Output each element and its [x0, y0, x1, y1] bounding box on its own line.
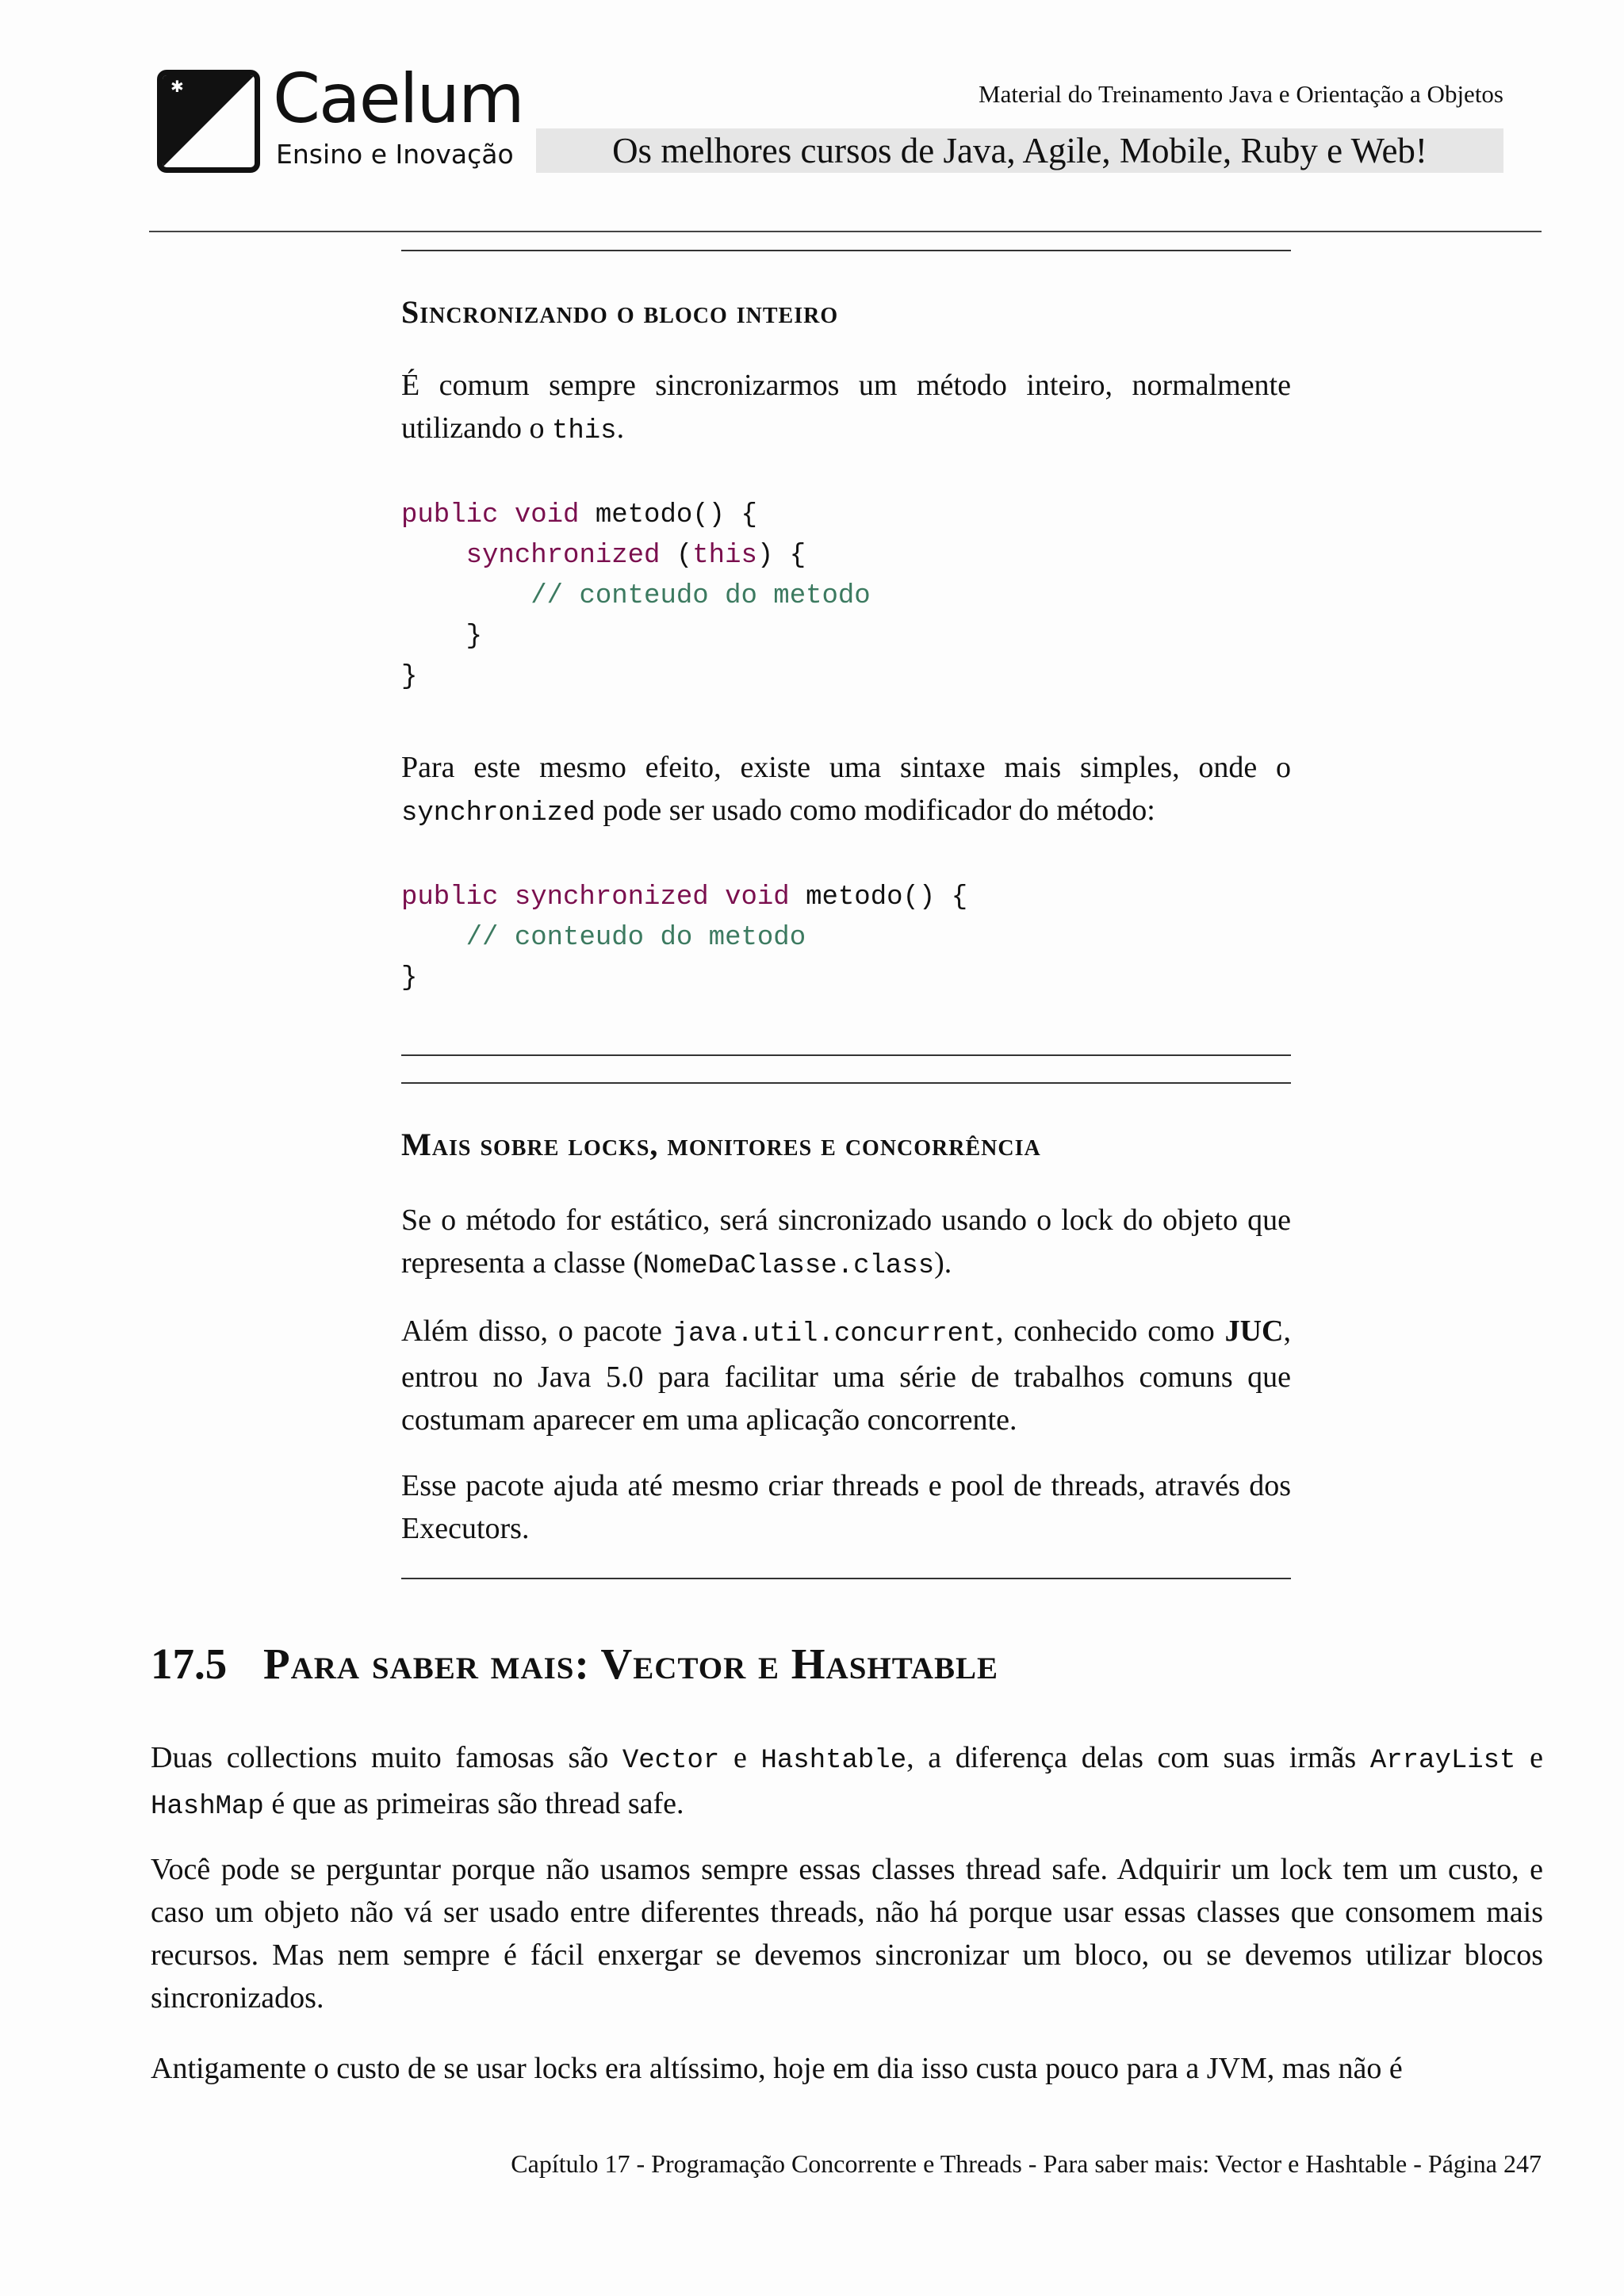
logo-star-icon: ✱ — [170, 77, 184, 96]
logo-tagline: Ensino e Inovação — [276, 139, 514, 170]
caelum-logo-icon — [157, 70, 260, 173]
box1-title: Sincronizando o bloco inteiro — [401, 294, 839, 330]
box2-title: Mais sobre locks, monitores e concorrência — [401, 1127, 1041, 1162]
inline-code: synchronized — [401, 798, 596, 828]
section-title: Para saber mais: Vector e Hashtable — [263, 1640, 999, 1688]
header-divider — [149, 231, 1542, 232]
box2-paragraph-1: Se o método for estático, será sincronizado usando o lock do objeto que representa a classe (NomeDaClasse.class). — [401, 1203, 1291, 1281]
box1-paragraph-2: Para este mesmo efeito, existe uma sintaxe mais simples, onde o synchronized pode ser usado como modificador do método: — [401, 751, 1291, 828]
section-paragraph-3: Antigamente o custo de se usar locks era altíssimo, hoje em dia isso custa pouco para a JVM, mas não é — [151, 2052, 1403, 2085]
box2-top-rule — [401, 1082, 1291, 1084]
slogan: Os melhores cursos de Java, Agile, Mobile, Ruby e Web! — [612, 131, 1427, 170]
code-block-1: public void metodo() { synchronized (this) { // conteudo do metodo } } — [401, 500, 871, 692]
bold-term: JUC — [1224, 1314, 1284, 1348]
section-number: 17.5 — [151, 1640, 228, 1688]
box2-paragraph-3: Esse pacote ajuda até mesmo criar threads e pool de threads, através dos Executors. — [401, 1469, 1291, 1545]
logo-name: Caelum — [273, 59, 523, 139]
inline-code: NomeDaClasse.class — [642, 1251, 935, 1281]
page-footer: Capítulo 17 - Programação Concorrente e Threads - Para saber mais: Vector e Hashtable - Página 247 — [511, 2149, 1542, 2178]
inline-code: Hashtable — [760, 1746, 907, 1776]
box1-top-rule — [401, 250, 1291, 251]
inline-code: this — [551, 416, 617, 446]
inline-code: HashMap — [151, 1792, 264, 1822]
box2-bottom-rule — [401, 1578, 1291, 1579]
inline-code: ArrayList — [1369, 1746, 1516, 1776]
training-title: Material do Treinamento Java e Orientação a Objetos — [979, 80, 1503, 108]
box1-paragraph-1: É comum sempre sincronizarmos um método inteiro, normalmente utilizando o this. — [401, 369, 1291, 446]
section-paragraph-1: Duas collections muito famosas são Vector e Hashtable, a diferença delas com suas irmãs ArrayList e HashMap é que as primeiras são thread safe. — [151, 1741, 1543, 1822]
section-heading — [151, 1638, 998, 1690]
section-paragraph-2: Você pode se perguntar porque não usamos sempre essas classes thread safe. Adquirir um lock tem um custo, e caso um objeto não vá ser usado entre diferentes threads, não há porque usar essas classes que consomem mais recursos. Mas nem sempre é fácil enxergar se devemos sincronizar um bloco, ou se devemos utilizar blocos sincronizados. — [151, 1853, 1543, 2015]
code-block-2: public synchronized void metodo() { // conteudo do metodo } — [401, 882, 968, 993]
box2-paragraph-2: Além disso, o pacote java.util.concurrent, conhecido como JUC, entrou no Java 5.0 para facilitar uma série de trabalhos comuns que costumam aparecer em uma aplicação concorrente. — [401, 1314, 1291, 1437]
box1-bottom-rule — [401, 1054, 1291, 1056]
inline-code: java.util.concurrent — [672, 1319, 996, 1349]
inline-code: Vector — [622, 1746, 720, 1776]
